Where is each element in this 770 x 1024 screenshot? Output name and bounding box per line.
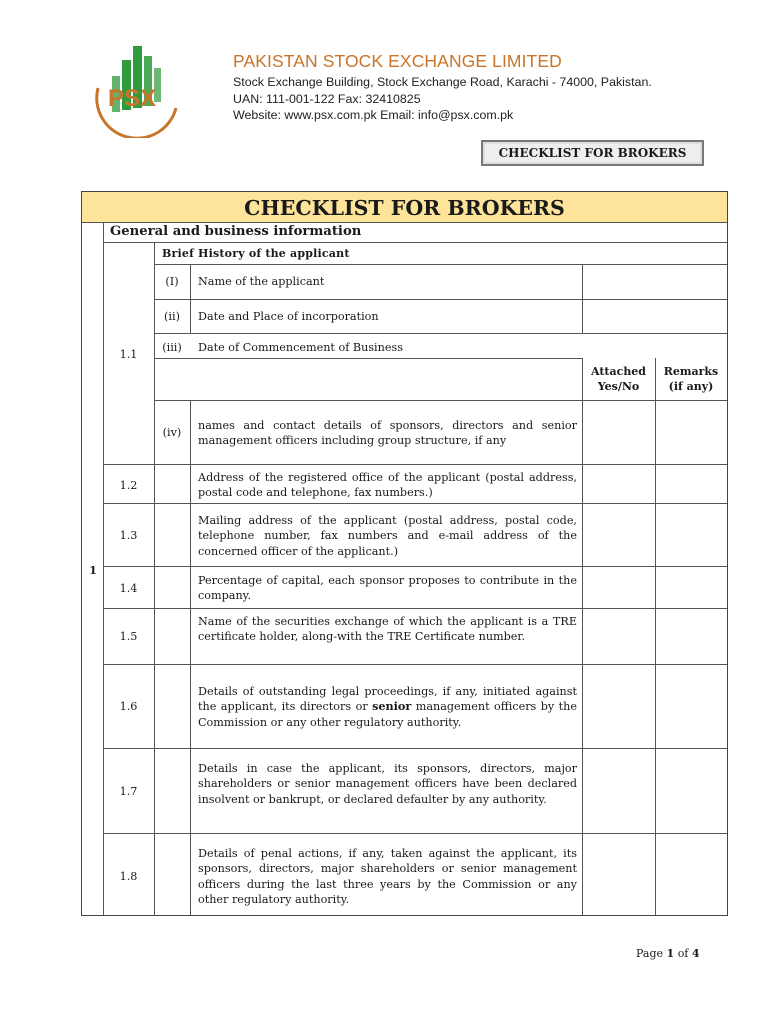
grid-line [154, 299, 727, 300]
row-number: 1.5 [119, 630, 138, 643]
grid-line [103, 242, 727, 243]
grid-line [103, 464, 727, 465]
row-text: Mailing address of the applicant (postal address, postal code, telephone number, fax numbers and e-mail address of the concerned officer of the applicant.) [198, 514, 577, 558]
company-website: Website: www.psx.com.pk Email: info@psx.com.pk [233, 108, 514, 122]
grid-line [103, 664, 727, 665]
checklist-table [81, 191, 728, 916]
document-badge: CHECKLIST FOR BROKERS [481, 140, 704, 166]
grid-line [103, 833, 727, 834]
row-number: 1.4 [119, 582, 138, 595]
row-text-part: management officers by the Commission or any other regulatory authority. [198, 700, 577, 729]
psx-logo [88, 38, 188, 138]
company-name: PAKISTAN STOCK EXCHANGE LIMITED [233, 51, 562, 71]
grid-line [655, 358, 656, 915]
grid-line [154, 264, 727, 265]
sub-item-text: Name of the applicant [198, 275, 325, 288]
table-title: CHECKLIST FOR BROKERS [244, 196, 565, 220]
grid-line [154, 333, 727, 334]
section-number: 1 [89, 563, 97, 577]
grid-line [82, 222, 727, 223]
row-number: 1.2 [119, 479, 138, 492]
sub-item-text: Date and Place of incorporation [198, 310, 379, 323]
row-text: Percentage of capital, each sponsor proposes to contribute in the company. [198, 574, 577, 603]
grid-line [582, 264, 583, 333]
row-number: 1.3 [119, 529, 138, 542]
subsection-title: Brief History of the applicant [162, 247, 350, 260]
page-current: 1 [666, 947, 675, 960]
grid-line [103, 748, 727, 749]
column-header-remarks: Remarks (if any) [663, 365, 719, 394]
row-text [198, 684, 577, 730]
page-number [636, 947, 700, 960]
sub-item-label: (iv) [162, 426, 182, 439]
page-label: Page [636, 947, 664, 960]
sub-item-text: Date of Commencement of Business [198, 341, 403, 354]
grid-line [103, 608, 727, 609]
grid-line [190, 464, 191, 915]
grid-line [154, 400, 727, 401]
page-of: of [677, 947, 689, 960]
row-number: 1.8 [119, 870, 138, 883]
row-text: Address of the registered office of the applicant (postal address, postal code and telephone, fax numbers.) [198, 471, 577, 500]
page-total: 4 [691, 947, 700, 960]
row-number: 1.6 [119, 700, 138, 713]
row-text: Name of the securities exchange of which the applicant is a TRE certificate holder, along-with the TRE Certificate number. [198, 615, 577, 644]
row-text-part: Details of outstanding legal proceedings, if any, initiated against the applicant, its directors or [198, 685, 577, 714]
column-header-attached: Attached Yes/No [590, 365, 647, 394]
sub-item-label: (ii) [164, 310, 180, 323]
grid-line [103, 222, 104, 915]
grid-line [154, 358, 582, 359]
row-text: Details of penal actions, if any, taken against the applicant, its sponsors, directors, major shareholders or senior management officers during the last three years by the Commission or any other regulatory authority. [198, 847, 577, 906]
grid-line [582, 358, 583, 915]
section-title: General and business information [110, 224, 362, 239]
row-text: Details in case the applicant, its sponsors, directors, major shareholders or senior management officers have been declared insolvent or bankrupt, or declared defaulter by any authority. [198, 762, 577, 806]
grid-line [103, 566, 727, 567]
logo-text: PSX [108, 85, 157, 112]
row-number: 1.7 [119, 785, 138, 798]
sub-item-label: (iii) [162, 341, 182, 354]
grid-line [190, 400, 191, 464]
row-number: 1.1 [119, 348, 138, 361]
company-address: Stock Exchange Building, Stock Exchange Road, Karachi - 74000, Pakistan. [233, 75, 652, 89]
sub-item-text: names and contact details of sponsors, directors and senior management officers including group structure, if any [198, 419, 577, 448]
grid-line [190, 264, 191, 333]
sub-item-label: (I) [165, 275, 179, 288]
row-text-emphasis: senior [372, 699, 412, 714]
grid-line [103, 503, 727, 504]
company-contact: UAN: 111-001-122 Fax: 32410825 [233, 92, 421, 106]
